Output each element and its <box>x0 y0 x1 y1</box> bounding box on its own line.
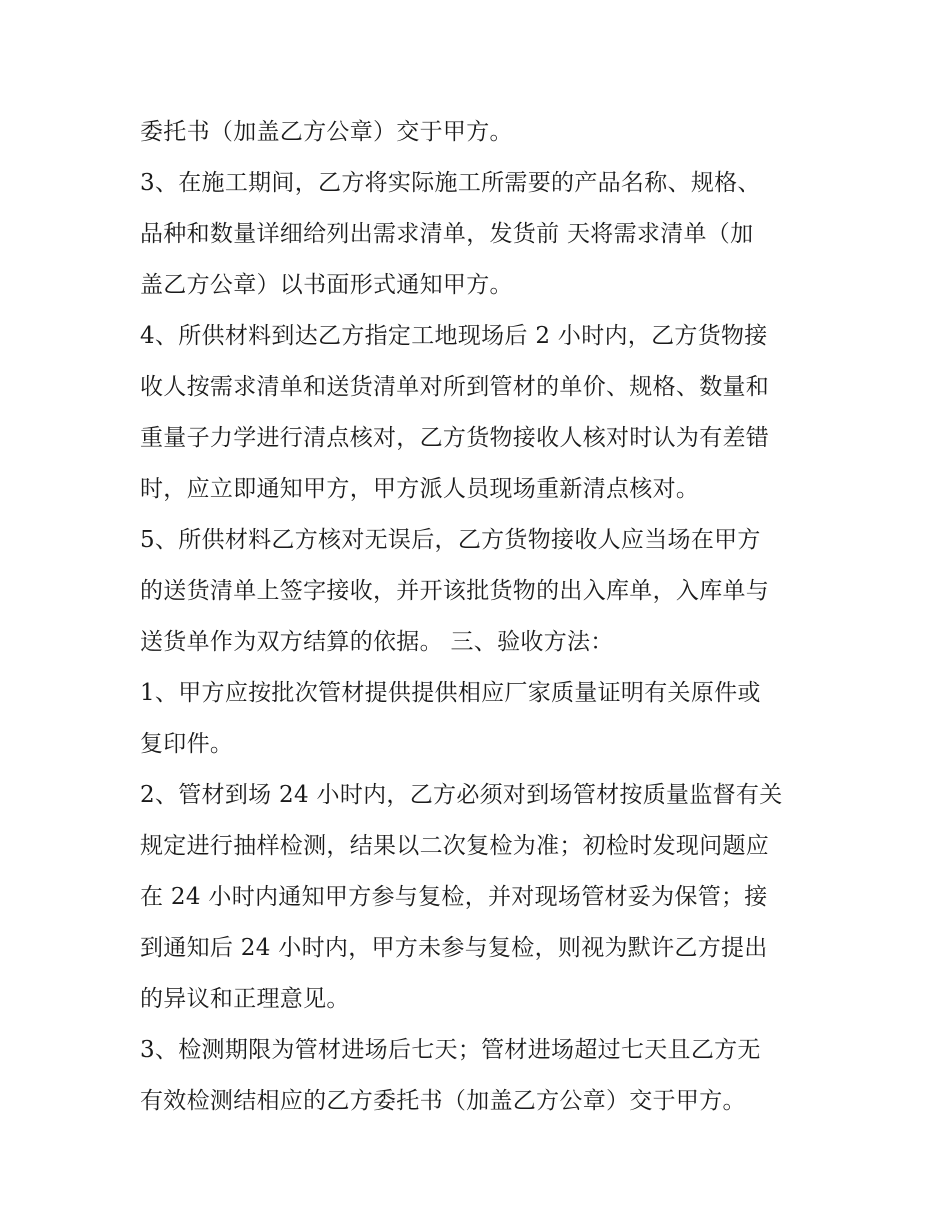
text-line: 3、检测期限为管材进场后七天；管材进场超过七天且乙方无 <box>140 1037 761 1063</box>
text-line: 时，应立即通知甲方，甲方派人员现场重新清点核对。 <box>140 476 700 502</box>
text-line: 到通知后 24 小时内，甲方未参与复检，则视为默许乙方提出 <box>140 935 768 961</box>
text-line: 规定进行抽样检测，结果以二次复检为准；初检时发现问题应 <box>140 833 770 859</box>
text-line: 收人按需求清单和送货清单对所到管材的单价、规格、数量和 <box>140 374 770 400</box>
text-line: 重量子力学进行清点核对，乙方货物接收人核对时认为有差错 <box>140 425 770 451</box>
text-line: 盖乙方公章）以书面形式通知甲方。 <box>140 272 513 298</box>
text-line: 的异议和正理意见。 <box>140 986 350 1012</box>
text-line: 1、甲方应按批次管材提供提供相应厂家质量证明有关原件或 <box>140 680 761 706</box>
text-line: 5、所供材料乙方核对无误后，乙方货物接收人应当场在甲方 <box>140 527 761 553</box>
text-line: 3、在施工期间，乙方将实际施工所需要的产品名称、规格、 <box>140 170 761 196</box>
text-line: 复印件。 <box>140 731 234 757</box>
text-line: 委托书（加盖乙方公章）交于甲方。 <box>140 119 513 145</box>
text-line: 品种和数量详细给列出需求清单，发货前 天将需求清单（加 <box>140 221 754 247</box>
text-line: 2、管材到场 24 小时内，乙方必须对到场管材按质量监督有关 <box>140 782 783 808</box>
text-line: 在 24 小时内通知甲方参与复检，并对现场管材妥为保管；接 <box>140 884 768 910</box>
text-line: 4、所供材料到达乙方指定工地现场后 2 小时内，乙方货物接 <box>140 323 768 349</box>
document-body <box>140 107 830 1127</box>
text-line: 送货单作为双方结算的依据。 三、验收方法： <box>140 629 614 655</box>
text-line: 有效检测结相应的乙方委托书（加盖乙方公章）交于甲方。 <box>140 1088 746 1114</box>
text-line: 的送货清单上签字接收，并开该批货物的出入库单，入库单与 <box>140 578 770 604</box>
